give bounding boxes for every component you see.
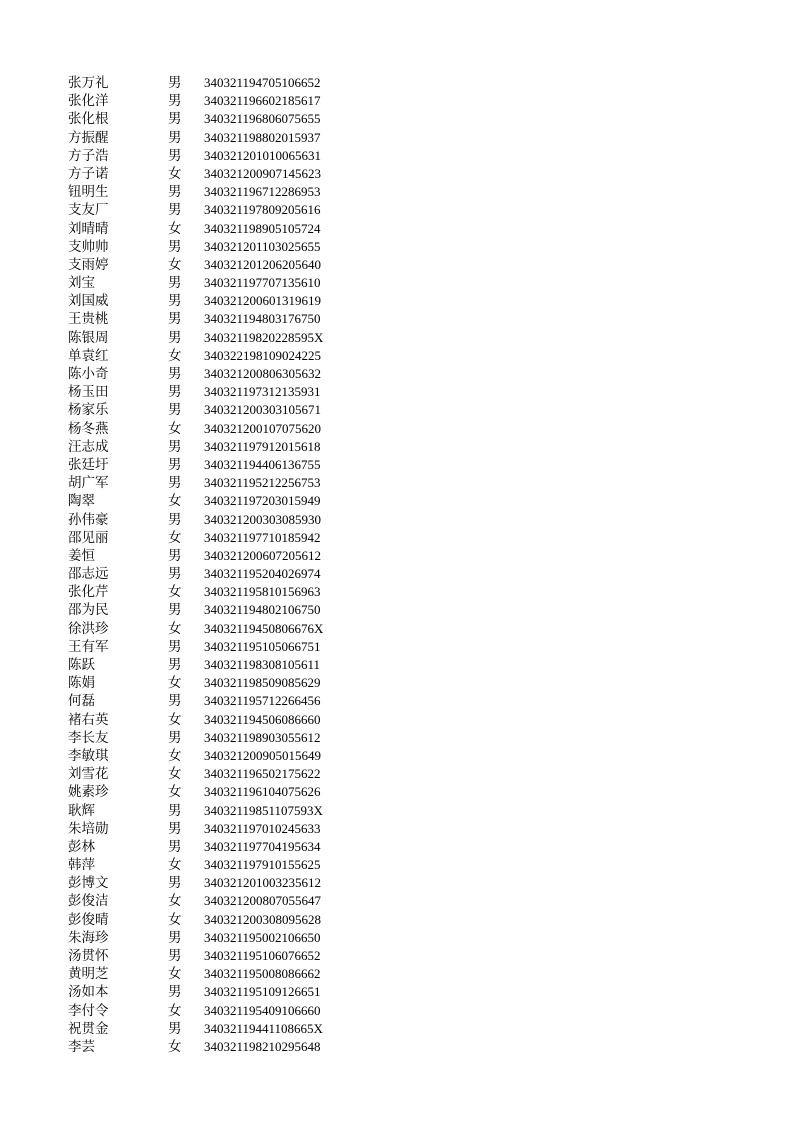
name-cell: 姜恒 [68, 547, 95, 564]
name-cell: 刘晴晴 [68, 220, 109, 237]
id-number-cell: 340321195810156963 [204, 584, 321, 600]
id-number-cell: 340321200807055647 [204, 893, 321, 909]
name-cell: 钮明生 [68, 184, 109, 201]
name-cell: 邵为民 [68, 602, 109, 619]
id-number-cell: 340321201206205640 [204, 256, 321, 272]
table-row [68, 620, 368, 638]
gender-cell: 女 [168, 1038, 182, 1055]
id-number-cell: 340321200308095628 [204, 911, 321, 927]
name-cell: 邵见丽 [68, 529, 109, 546]
id-number-cell: 340321195002106650 [204, 929, 321, 945]
gender-cell: 男 [168, 238, 182, 255]
name-cell: 邵志远 [68, 566, 109, 583]
id-number-cell: 340321197809205616 [204, 202, 321, 218]
name-cell: 耿辉 [68, 802, 95, 819]
id-number-cell: 340321196602185617 [204, 93, 321, 109]
table-row [68, 1002, 368, 1020]
gender-cell: 男 [168, 511, 182, 528]
gender-cell: 男 [168, 402, 182, 419]
id-number-cell: 340321195712266456 [204, 693, 321, 709]
id-number-cell: 340321197707135610 [204, 275, 321, 291]
id-number-cell: 340321195106076652 [204, 948, 321, 963]
id-number-cell: 340321195109126651 [204, 984, 321, 1000]
id-number-cell: 340321200905015649 [204, 747, 321, 763]
id-number-cell: 340321197910155625 [204, 857, 321, 873]
gender-cell: 男 [168, 948, 182, 964]
table-row [68, 638, 368, 656]
id-number-cell: 340321194705106652 [204, 75, 321, 90]
name-cell: 张廷圩 [68, 456, 109, 473]
gender-cell: 男 [168, 693, 182, 710]
table-row [68, 129, 368, 147]
name-cell: 支帅帅 [68, 238, 109, 255]
name-cell: 陈跃 [68, 657, 95, 673]
gender-cell: 女 [168, 620, 182, 637]
gender-cell: 男 [168, 311, 182, 328]
gender-cell: 男 [168, 93, 182, 110]
gender-cell: 女 [168, 493, 182, 510]
table-row [68, 947, 368, 965]
table-row [68, 911, 368, 929]
table-row [68, 183, 368, 201]
gender-cell: 男 [168, 875, 182, 892]
id-number-cell: 340321200806305632 [204, 366, 321, 381]
name-cell: 徐洪珍 [68, 620, 109, 637]
table-row [68, 383, 368, 401]
table-row [68, 329, 368, 347]
table-row [68, 692, 368, 710]
table-row [68, 147, 368, 165]
table-row [68, 892, 368, 910]
id-number-cell: 34032119820228595X [204, 329, 324, 345]
name-cell: 褚右英 [68, 711, 109, 728]
gender-cell: 女 [168, 584, 182, 601]
gender-cell: 男 [168, 202, 182, 219]
name-cell: 杨家乐 [68, 402, 109, 419]
gender-cell: 男 [168, 657, 182, 673]
table-row [68, 201, 368, 219]
gender-cell: 女 [168, 766, 182, 783]
table-row [68, 292, 368, 310]
id-number-cell: 340321197312135931 [204, 384, 321, 400]
table-row [68, 783, 368, 801]
name-cell: 李付令 [68, 1002, 109, 1019]
table-row [68, 365, 368, 383]
name-cell: 汤贯怀 [68, 948, 109, 964]
gender-cell: 女 [168, 911, 182, 928]
table-row [68, 802, 368, 820]
id-number-cell: 340321198903055612 [204, 729, 321, 745]
name-cell: 陶翠 [68, 493, 95, 510]
name-cell: 彭林 [68, 838, 95, 855]
gender-cell: 女 [168, 347, 182, 364]
table-row [68, 711, 368, 729]
id-number-cell: 340321197010245633 [204, 820, 321, 836]
gender-cell: 男 [168, 456, 182, 473]
name-cell: 方子浩 [68, 147, 109, 164]
name-cell: 彭俊洁 [68, 893, 109, 910]
id-number-cell: 34032119441108665X [204, 1020, 323, 1036]
name-cell: 彭博文 [68, 875, 109, 892]
name-cell: 祝贯金 [68, 1020, 109, 1037]
gender-cell: 男 [168, 366, 182, 382]
gender-cell: 男 [168, 929, 182, 946]
name-cell: 李敏琪 [68, 747, 109, 764]
name-cell: 张化根 [68, 111, 109, 128]
id-number-cell: 340321194406136755 [204, 456, 321, 472]
gender-cell: 男 [168, 184, 182, 201]
name-cell: 姚素珍 [68, 784, 109, 801]
gender-cell: 男 [168, 293, 182, 310]
id-number-cell: 340321195204026974 [204, 566, 321, 582]
name-cell: 胡广军 [68, 475, 109, 492]
table-row [68, 820, 368, 838]
gender-cell: 男 [168, 602, 182, 619]
gender-cell: 男 [168, 820, 182, 837]
id-number-cell: 340321194506086660 [204, 711, 321, 727]
table-row [68, 547, 368, 565]
name-cell: 朱培勋 [68, 820, 109, 837]
gender-cell: 男 [168, 566, 182, 583]
gender-cell: 女 [168, 529, 182, 546]
table-row [68, 1038, 368, 1056]
name-cell: 支友厂 [68, 202, 109, 219]
gender-cell: 男 [168, 547, 182, 564]
name-cell: 王有军 [68, 638, 109, 655]
id-number-cell: 34032119450806676X [204, 620, 324, 636]
table-row [68, 238, 368, 256]
id-number-cell: 340321198802015937 [204, 129, 321, 145]
gender-cell: 女 [168, 220, 182, 237]
gender-cell: 男 [168, 729, 182, 746]
table-row [68, 110, 368, 128]
name-cell: 方子诺 [68, 165, 109, 182]
table-row [68, 165, 368, 183]
name-cell: 刘宝 [68, 275, 95, 292]
gender-cell: 女 [168, 711, 182, 728]
name-cell: 杨冬燕 [68, 420, 109, 437]
name-cell: 张化洋 [68, 93, 109, 110]
table-row [68, 765, 368, 783]
id-number-cell: 340321196104075626 [204, 784, 321, 800]
gender-cell: 男 [168, 75, 182, 91]
gender-cell: 女 [168, 1002, 182, 1019]
id-number-cell: 340321201003235612 [204, 875, 321, 891]
table-row [68, 310, 368, 328]
table-row [68, 274, 368, 292]
name-cell: 陈小奇 [68, 366, 109, 382]
table-row [68, 74, 368, 92]
id-number-cell: 340321195008086662 [204, 966, 321, 982]
person-table [68, 74, 368, 1056]
table-row [68, 438, 368, 456]
name-cell: 李芸 [68, 1038, 95, 1055]
table-row [68, 92, 368, 110]
gender-cell: 男 [168, 329, 182, 346]
id-number-cell: 34032119851107593X [204, 802, 323, 818]
id-number-cell: 340321201010065631 [204, 147, 321, 163]
gender-cell: 女 [168, 256, 182, 273]
id-number-cell: 340321200303085930 [204, 511, 321, 527]
id-number-cell: 340321196806075655 [204, 111, 321, 127]
gender-cell: 男 [168, 638, 182, 655]
table-row [68, 838, 368, 856]
id-number-cell: 340321198210295648 [204, 1038, 321, 1054]
gender-cell: 男 [168, 1020, 182, 1037]
gender-cell: 女 [168, 675, 182, 692]
table-row [68, 674, 368, 692]
gender-cell: 男 [168, 984, 182, 1001]
name-cell: 韩萍 [68, 857, 95, 874]
name-cell: 汪志成 [68, 438, 109, 455]
table-row [68, 256, 368, 274]
table-row [68, 747, 368, 765]
table-row [68, 601, 368, 619]
table-row [68, 565, 368, 583]
name-cell: 李长友 [68, 729, 109, 746]
id-number-cell: 340321194803176750 [204, 311, 321, 327]
gender-cell: 女 [168, 747, 182, 764]
table-row [68, 965, 368, 983]
id-number-cell: 340321198308105611 [204, 657, 321, 672]
id-number-cell: 340321200303105671 [204, 402, 321, 418]
id-number-cell: 340321197912015618 [204, 438, 321, 454]
table-row [68, 874, 368, 892]
gender-cell: 女 [168, 784, 182, 801]
gender-cell: 女 [168, 165, 182, 182]
gender-cell: 男 [168, 438, 182, 455]
id-number-cell: 340321198509085629 [204, 675, 321, 691]
table-row [68, 401, 368, 419]
id-number-cell: 340321197203015949 [204, 493, 321, 509]
table-row [68, 983, 368, 1001]
table-row [68, 492, 368, 510]
name-cell: 汤如本 [68, 984, 109, 1001]
id-number-cell: 340321194802106750 [204, 602, 321, 618]
id-number-cell: 340321200601319619 [204, 293, 321, 309]
table-row [68, 929, 368, 947]
id-number-cell: 340321198905105724 [204, 220, 321, 236]
gender-cell: 女 [168, 857, 182, 874]
name-cell: 黄明芝 [68, 966, 109, 983]
name-cell: 陈娟 [68, 675, 95, 692]
gender-cell: 男 [168, 384, 182, 401]
name-cell: 方振醒 [68, 129, 109, 146]
gender-cell: 女 [168, 966, 182, 983]
id-number-cell: 340321200607205612 [204, 547, 321, 563]
gender-cell: 男 [168, 838, 182, 855]
table-row [68, 456, 368, 474]
id-number-cell: 340322198109024225 [204, 347, 321, 363]
table-row [68, 656, 368, 674]
name-cell: 张化芹 [68, 584, 109, 601]
name-cell: 刘国威 [68, 293, 109, 310]
gender-cell: 男 [168, 111, 182, 128]
name-cell: 支雨婷 [68, 256, 109, 273]
gender-cell: 男 [168, 802, 182, 819]
table-row [68, 529, 368, 547]
gender-cell: 男 [168, 275, 182, 292]
name-cell: 杨玉田 [68, 384, 109, 401]
id-number-cell: 340321195212256753 [204, 475, 321, 491]
table-row [68, 856, 368, 874]
name-cell: 张万礼 [68, 75, 109, 91]
table-row [68, 511, 368, 529]
gender-cell: 男 [168, 475, 182, 492]
gender-cell: 男 [168, 147, 182, 164]
id-number-cell: 340321197710185942 [204, 529, 321, 545]
table-row [68, 729, 368, 747]
table-row [68, 420, 368, 438]
name-cell: 孙伟豪 [68, 511, 109, 528]
name-cell: 何磊 [68, 693, 95, 710]
id-number-cell: 340321200107075620 [204, 420, 321, 436]
id-number-cell: 340321195409106660 [204, 1002, 321, 1018]
gender-cell: 女 [168, 893, 182, 910]
id-number-cell: 340321200907145623 [204, 165, 321, 181]
name-cell: 刘雪花 [68, 766, 109, 783]
name-cell: 陈银周 [68, 329, 109, 346]
name-cell: 王贵桃 [68, 311, 109, 328]
id-number-cell: 340321201103025655 [204, 238, 321, 254]
id-number-cell: 340321196502175622 [204, 766, 321, 782]
name-cell: 彭俊晴 [68, 911, 109, 928]
gender-cell: 女 [168, 420, 182, 437]
table-row [68, 583, 368, 601]
id-number-cell: 340321195105066751 [204, 638, 321, 654]
id-number-cell: 340321197704195634 [204, 838, 321, 854]
name-cell: 单袁红 [68, 347, 109, 364]
table-row [68, 474, 368, 492]
gender-cell: 男 [168, 129, 182, 146]
table-row [68, 1020, 368, 1038]
name-cell: 朱海珍 [68, 929, 109, 946]
table-row [68, 220, 368, 238]
id-number-cell: 340321196712286953 [204, 184, 321, 200]
table-row [68, 347, 368, 365]
